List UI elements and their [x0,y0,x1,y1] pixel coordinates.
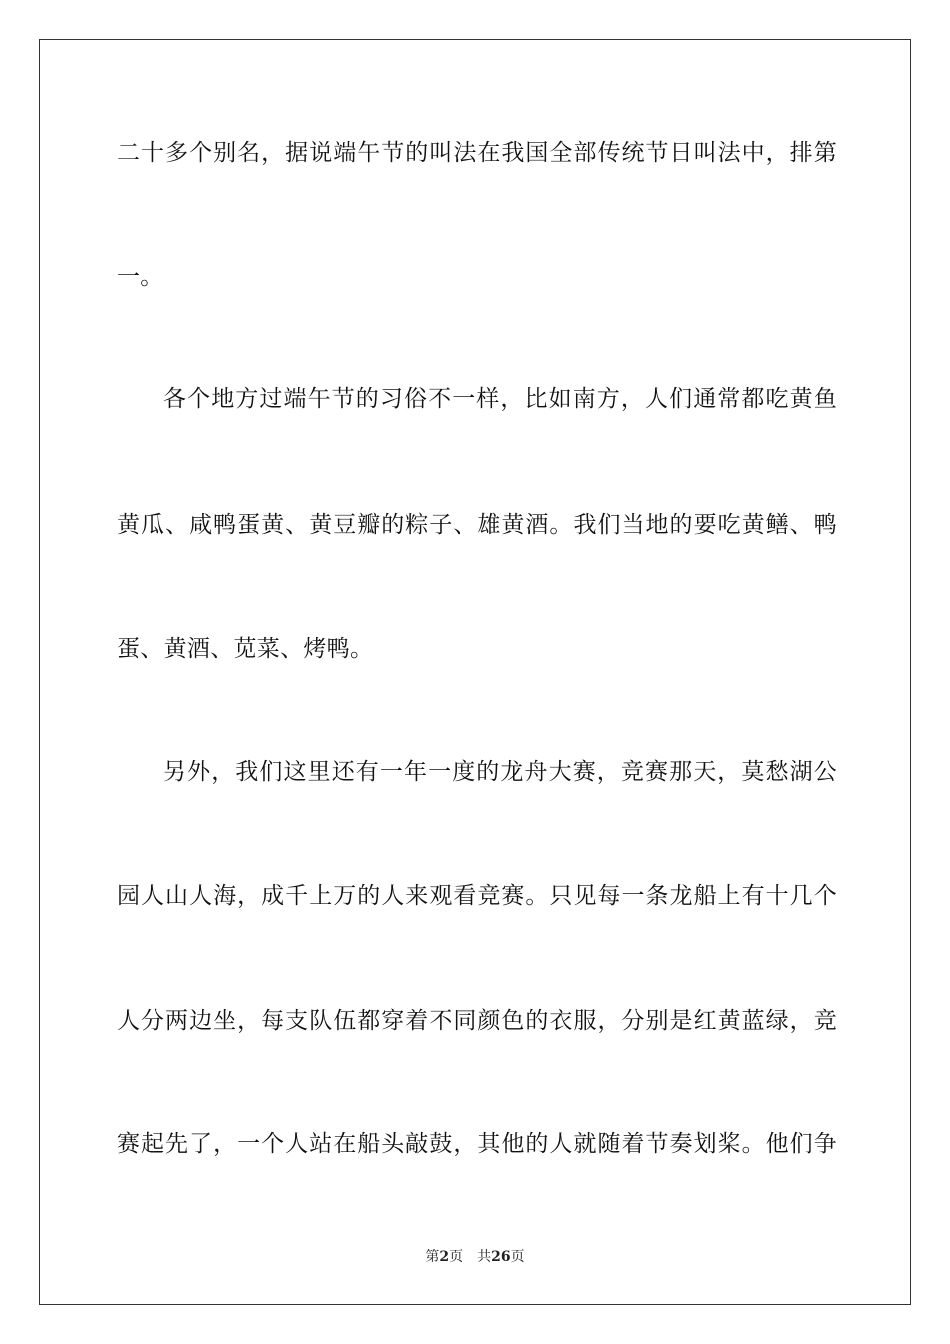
text-line: 另外，我们这里还有一年一度的龙舟大赛，竞赛那天，莫愁湖公 [163,759,837,785]
total-suffix: 页 [510,1249,525,1265]
page-prefix: 第 [425,1249,440,1265]
text-line: 黄瓜、咸鸭蛋黄、黄豆瓣的粽子、雄黄酒。我们当地的要吃黄鳝、鸭 [117,512,837,538]
text-line: 园人山人海，成千上万的人来观看竞赛。只见每一条龙船上有十几个 [117,883,837,909]
page-suffix: 页 [449,1249,464,1265]
current-page-number: 2 [439,1249,450,1265]
text-line: 二十多个别名，据说端午节的叫法在我国全部传统节日叫法中，排第 [117,140,837,166]
text-line: 人分两边坐，每支队伍都穿着不同颜色的衣服，分别是红黄蓝绿，竞 [117,1008,837,1034]
text-line: 各个地方过端午节的习俗不一样，比如南方，人们通常都吃黄鱼 [163,386,837,412]
text-line: 赛起先了，一个人站在船头敲鼓，其他的人就随着节奏划桨。他们争 [117,1131,837,1157]
total-page-count: 26 [491,1249,511,1265]
total-prefix: 共 [477,1249,492,1265]
text-line: 蛋、黄酒、苋菜、烤鸭。 [117,636,374,662]
page-border [39,39,911,1305]
page-number-footer [0,1248,950,1266]
text-line: 一。 [117,264,164,290]
